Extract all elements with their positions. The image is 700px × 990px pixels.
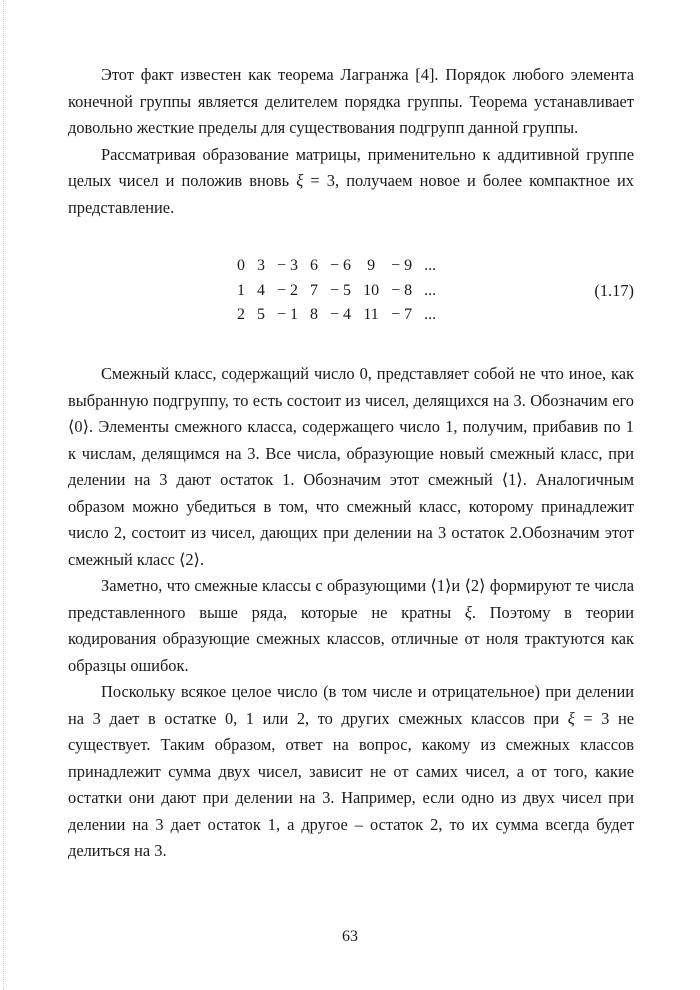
matrix-cell: 11 [363, 306, 379, 323]
matrix-cell: 7 [310, 281, 319, 299]
matrix-cell: − 4 [330, 306, 352, 323]
text-segment: Рассматривая образование матрицы, применительно к аддитивной группе целых чисел и положив вновь [68, 144, 634, 190]
paragraph-lagrange: Этот факт известен как теорема Лагранжа [4]. Порядок любого элемента конечной группы является делителем порядка группы. Теорема устанавливает довольно жесткие пределы для существования подгрупп данной группы. [68, 65, 634, 137]
text-segment: Поскольку всякое целое число (в том числе и отрицательное) при делении на 3 дает в остатке 0, 1 или 2, то других смежных классов при [68, 682, 634, 728]
equation-block [68, 254, 634, 328]
coset-matrix [231, 254, 442, 328]
matrix-cell: − 8 [391, 281, 413, 299]
text-segment: . Аналогичным образом можно убедиться в том, что смежный класс, которому принадлежит число 2, состоит из чисел, дающих при делении на 3 остаток 2.Обозначим этот смежный класс [68, 470, 634, 569]
paragraph-matrix-intro [68, 142, 634, 222]
text-segment: и [451, 576, 465, 595]
matrix-cell: − 7 [391, 306, 413, 323]
paragraph-generators [68, 573, 634, 679]
matrix-cell: 6 [310, 257, 319, 274]
text-segment: . Поэтому в теории кодирования образующие смежных классов, отличные от ноля трактуются как образцы ошибок. [68, 602, 634, 675]
matrix-cell: 9 [367, 257, 376, 274]
matrix-cell: ... [424, 257, 437, 274]
matrix-cell: − 6 [330, 257, 352, 274]
document-page [68, 62, 634, 865]
equation-number: (1.17) [594, 281, 634, 300]
matrix-cell: 1 [237, 281, 245, 299]
text-segment: . [199, 549, 205, 569]
matrix-cell: − 2 [277, 281, 299, 299]
paragraph-remainders [68, 679, 634, 865]
text-segment: Смежный класс, содержащий число 0, представляет собой не что иное, как выбранную подгруппу, то есть состоит из чисел, делящихся на 3. Обозначим его [68, 364, 634, 410]
matrix-cell: − 9 [391, 257, 413, 274]
paragraph-cosets [68, 361, 634, 573]
matrix-cell: − 5 [330, 281, 352, 299]
coset-0: ⟨0⟩ [68, 417, 89, 436]
matrix-cell: 5 [257, 306, 265, 323]
matrix-cell: 8 [310, 306, 319, 323]
page-number: 63 [342, 928, 358, 945]
text-segment: . Элементы смежного класса, содержащего число 1, получим, прибавив по 1 к числам, делящимся на 3. Все числа, образующие новый смежный класс, при делении на 3 дают остаток 1. Обозначим этот смежный [68, 417, 634, 489]
text-segment: не существует. Таким образом, ответ на вопрос, какому из смежных классов принадлежит сумма двух чисел, зависит не от самих чисел, а от того, какие остатки они дают при делении на 3. Например, если одно из двух чисел при делении на 3 дает остаток 1, а другое – остаток 2, то их сумма всегда будет делиться на 3. [68, 708, 634, 860]
text-segment: Заметно, что смежные классы с образующими [101, 576, 431, 595]
page-edge [3, 0, 4, 990]
matrix-cell: − 3 [277, 257, 299, 274]
matrix-cell: 4 [257, 281, 265, 299]
xi-symbol: ξ [464, 602, 472, 622]
coset-1: ⟨1⟩ [430, 576, 452, 595]
xi-symbol: ξ [296, 171, 304, 190]
coset-2: ⟨2⟩ [178, 549, 200, 569]
text-segment: = 3 [303, 171, 335, 190]
matrix-cell: 10 [363, 281, 380, 299]
matrix-row [231, 254, 442, 279]
text-segment: = 3 [574, 708, 610, 728]
xi-symbol: ξ [567, 708, 575, 728]
matrix-cell: 2 [237, 306, 245, 323]
matrix-cell: ... [424, 281, 437, 299]
text-segment: формируют те числа представленного выше ряда, которые не кратны [68, 576, 634, 622]
matrix-row [231, 303, 442, 328]
matrix-cell: 0 [237, 257, 245, 274]
coset-2: ⟨2⟩ [464, 576, 486, 595]
matrix-cell: − 1 [277, 306, 299, 323]
matrix-cell: 3 [257, 257, 265, 274]
matrix-cell: ... [424, 306, 437, 323]
text-segment: , получаем новое и более компактное их представление. [68, 171, 634, 217]
coset-1: ⟨1⟩ [501, 470, 523, 489]
matrix-row [231, 279, 442, 304]
